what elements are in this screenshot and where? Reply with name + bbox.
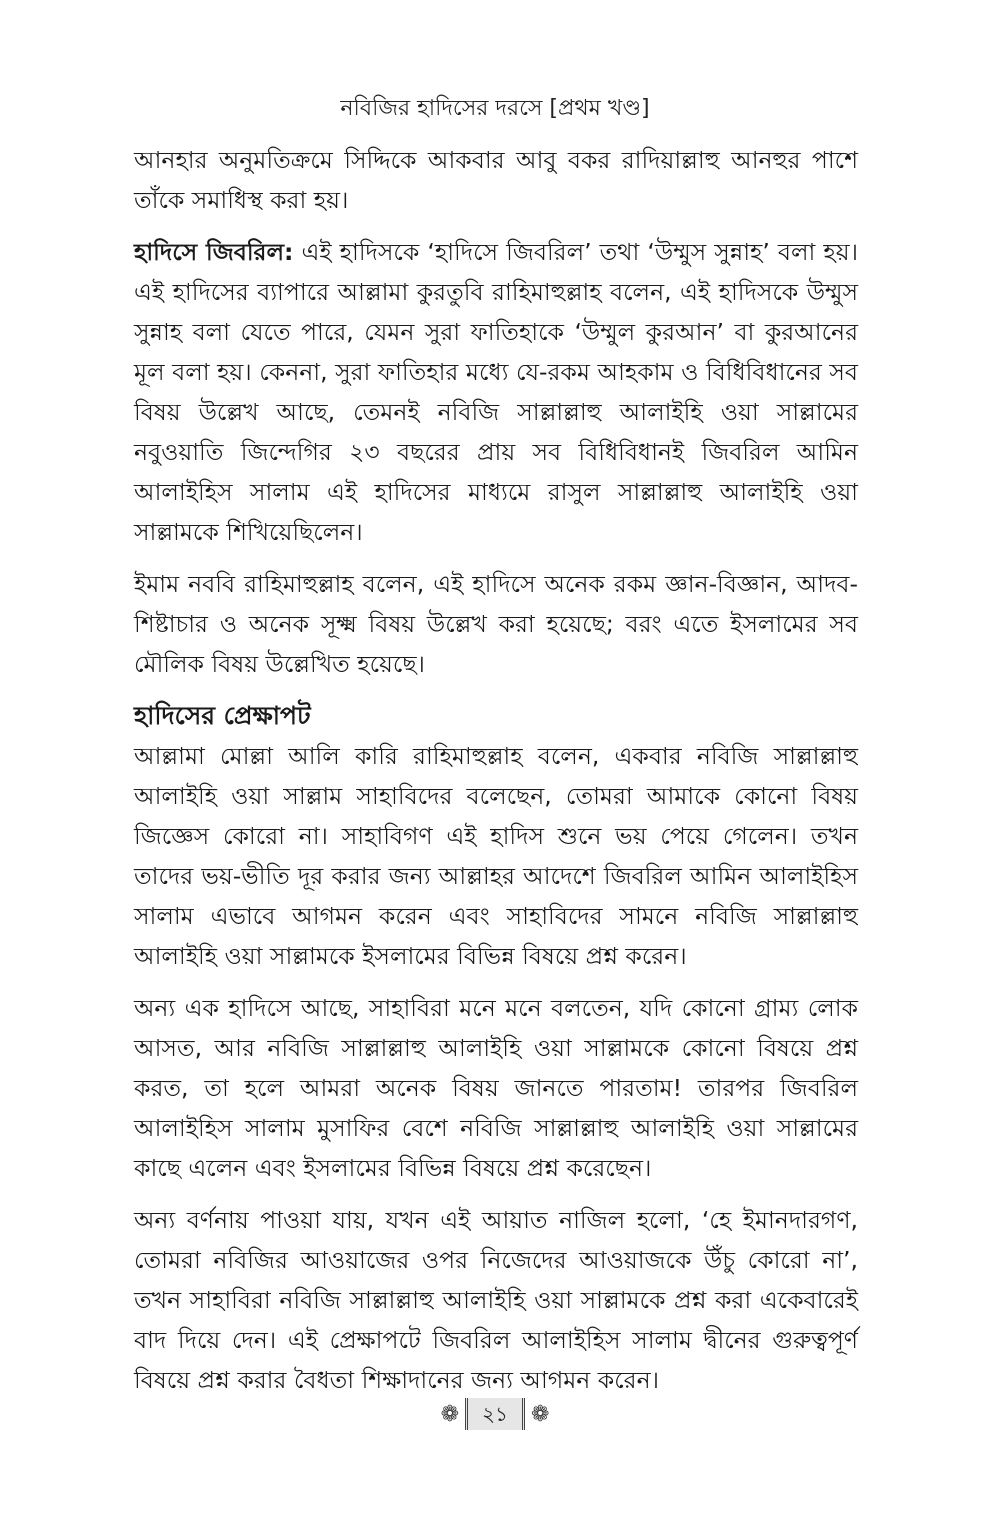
- paragraph-5: অন্য এক হাদিসে আছে, সাহাবিরা মনে মনে বলতেন, যদি কোনো গ্রাম্য লোক আসত, আর নবিজি সাল্লাল্লাহু আলাইহি ওয়া সাল্লামকে কোনো বিষয়ে প্রশ্ন করত, তা হলে আমরা অনেক বিষয় জানতে পারতাম! তারপর জিবরিল আলাইহিস সালাম মুসাফির বেশে নবিজি সাল্লাল্লাহু আলাইহি ওয়া সাল্লামের কাছে এলেন এবং ইসলামের বিভিন্ন বিষয়ে প্রশ্ন করেছেন।: [134, 994, 858, 1182]
- section-heading: হাদিসের প্রেক্ষাপট: [134, 701, 311, 730]
- page-footer: [0, 1398, 990, 1430]
- paragraph-6: অন্য বর্ণনায় পাওয়া যায়, যখন এই আয়াত নাজিল হলো, ‘হে ইমানদারগণ, তোমরা নবিজির আওয়াজের ওপর নিজেদের আওয়াজকে উঁচু কোরো না’, তখন সাহাবিরা নবিজি সাল্লাল্লাহু আলাইহি ওয়া সাল্লামকে প্রশ্ন করা একেবারেই বাদ দিয়ে দেন। এই প্রেক্ষাপটে জিবরিল আলাইহিস সালাম দ্বীনের গুরুত্বপূর্ণ বিষয়ে প্রশ্ন করার বৈধতা শিক্ষাদানের জন্য আগমন করেন।: [134, 1206, 858, 1394]
- body-text: [134, 140, 858, 1412]
- paragraph-2-lead: হাদিসে জিবরিল:: [134, 238, 294, 266]
- ornament-right-icon: ❁: [530, 1401, 550, 1427]
- ornament-left-icon: ❁: [440, 1401, 459, 1427]
- paragraph-2: [134, 232, 858, 552]
- paragraph-1: আনহার অনুমতিক্রমে সিদ্দিকে আকবার আবু বকর রাদিয়াল্লাহু আনহুর পাশে তাঁকে সমাধিস্থ করা হয়।: [134, 146, 858, 214]
- paragraph-4: আল্লামা মোল্লা আলি কারি রাহিমাহুল্লাহ বলেন, একবার নবিজি সাল্লাল্লাহু আলাইহি ওয়া সাল্লাম সাহাবিদের বলেছেন, তোমরা আমাকে কোনো বিষয় জিজ্ঞেস কোরো না। সাহাবিগণ এই হাদিস শুনে ভয় পেয়ে গেলেন। তখন তাদের ভয়-ভীতি দূর করার জন্য আল্লাহর আদেশে জিবরিল আমিন আলাইহিস সালাম এভাবে আগমন করেন এবং সাহাবিদের সামনে নবিজি সাল্লাল্লাহু আলাইহি ওয়া সাল্লামকে ইসলামের বিভিন্ন বিষয়ে প্রশ্ন করেন।: [134, 742, 858, 970]
- page-number: ২১: [465, 1398, 525, 1430]
- running-header: নবিজির হাদিসের দরসে [প্রথম খণ্ড]: [340, 96, 650, 121]
- paragraph-3: ইমাম নববি রাহিমাহুল্লাহ বলেন, এই হাদিসে অনেক রকম জ্ঞান-বিজ্ঞান, আদব-শিষ্টাচার ও অনেক সূক্ষ্ম বিষয় উল্লেখ করা হয়েছে; বরং এতে ইসলামের সব মৌলিক বিষয় উল্লেখিত হয়েছে।: [134, 570, 858, 678]
- paragraph-2-text: এই হাদিসকে ‘হাদিসে জিবরিল’ তথা ‘উম্মুস সুন্নাহ’ বলা হয়। এই হাদিসের ব্যাপারে আল্লামা কুরতুবি রাহিমাহুল্লাহ বলেন, এই হাদিসকে উম্মুস সুন্নাহ বলা যেতে পারে, যেমন সুরা ফাতিহাকে ‘উম্মুল কুরআন’ বা কুরআনের মূল বলা হয়। কেননা, সুরা ফাতিহার মধ্যে যে-রকম আহকাম ও বিধিবিধানের সব বিষয় উল্লেখ আছে, তেমনই নবিজি সাল্লাল্লাহু আলাইহি ওয়া সাল্লামের নবুওয়াতি জিন্দেগির ২৩ বছরের প্রায় সব বিধিবিধানই জিবরিল আমিন আলাইহিস সালাম এই হাদিসের মাধ্যমে রাসুল সাল্লাল্লাহু আলাইহি ওয়া সাল্লামকে শিখিয়েছিলেন।: [134, 238, 859, 546]
